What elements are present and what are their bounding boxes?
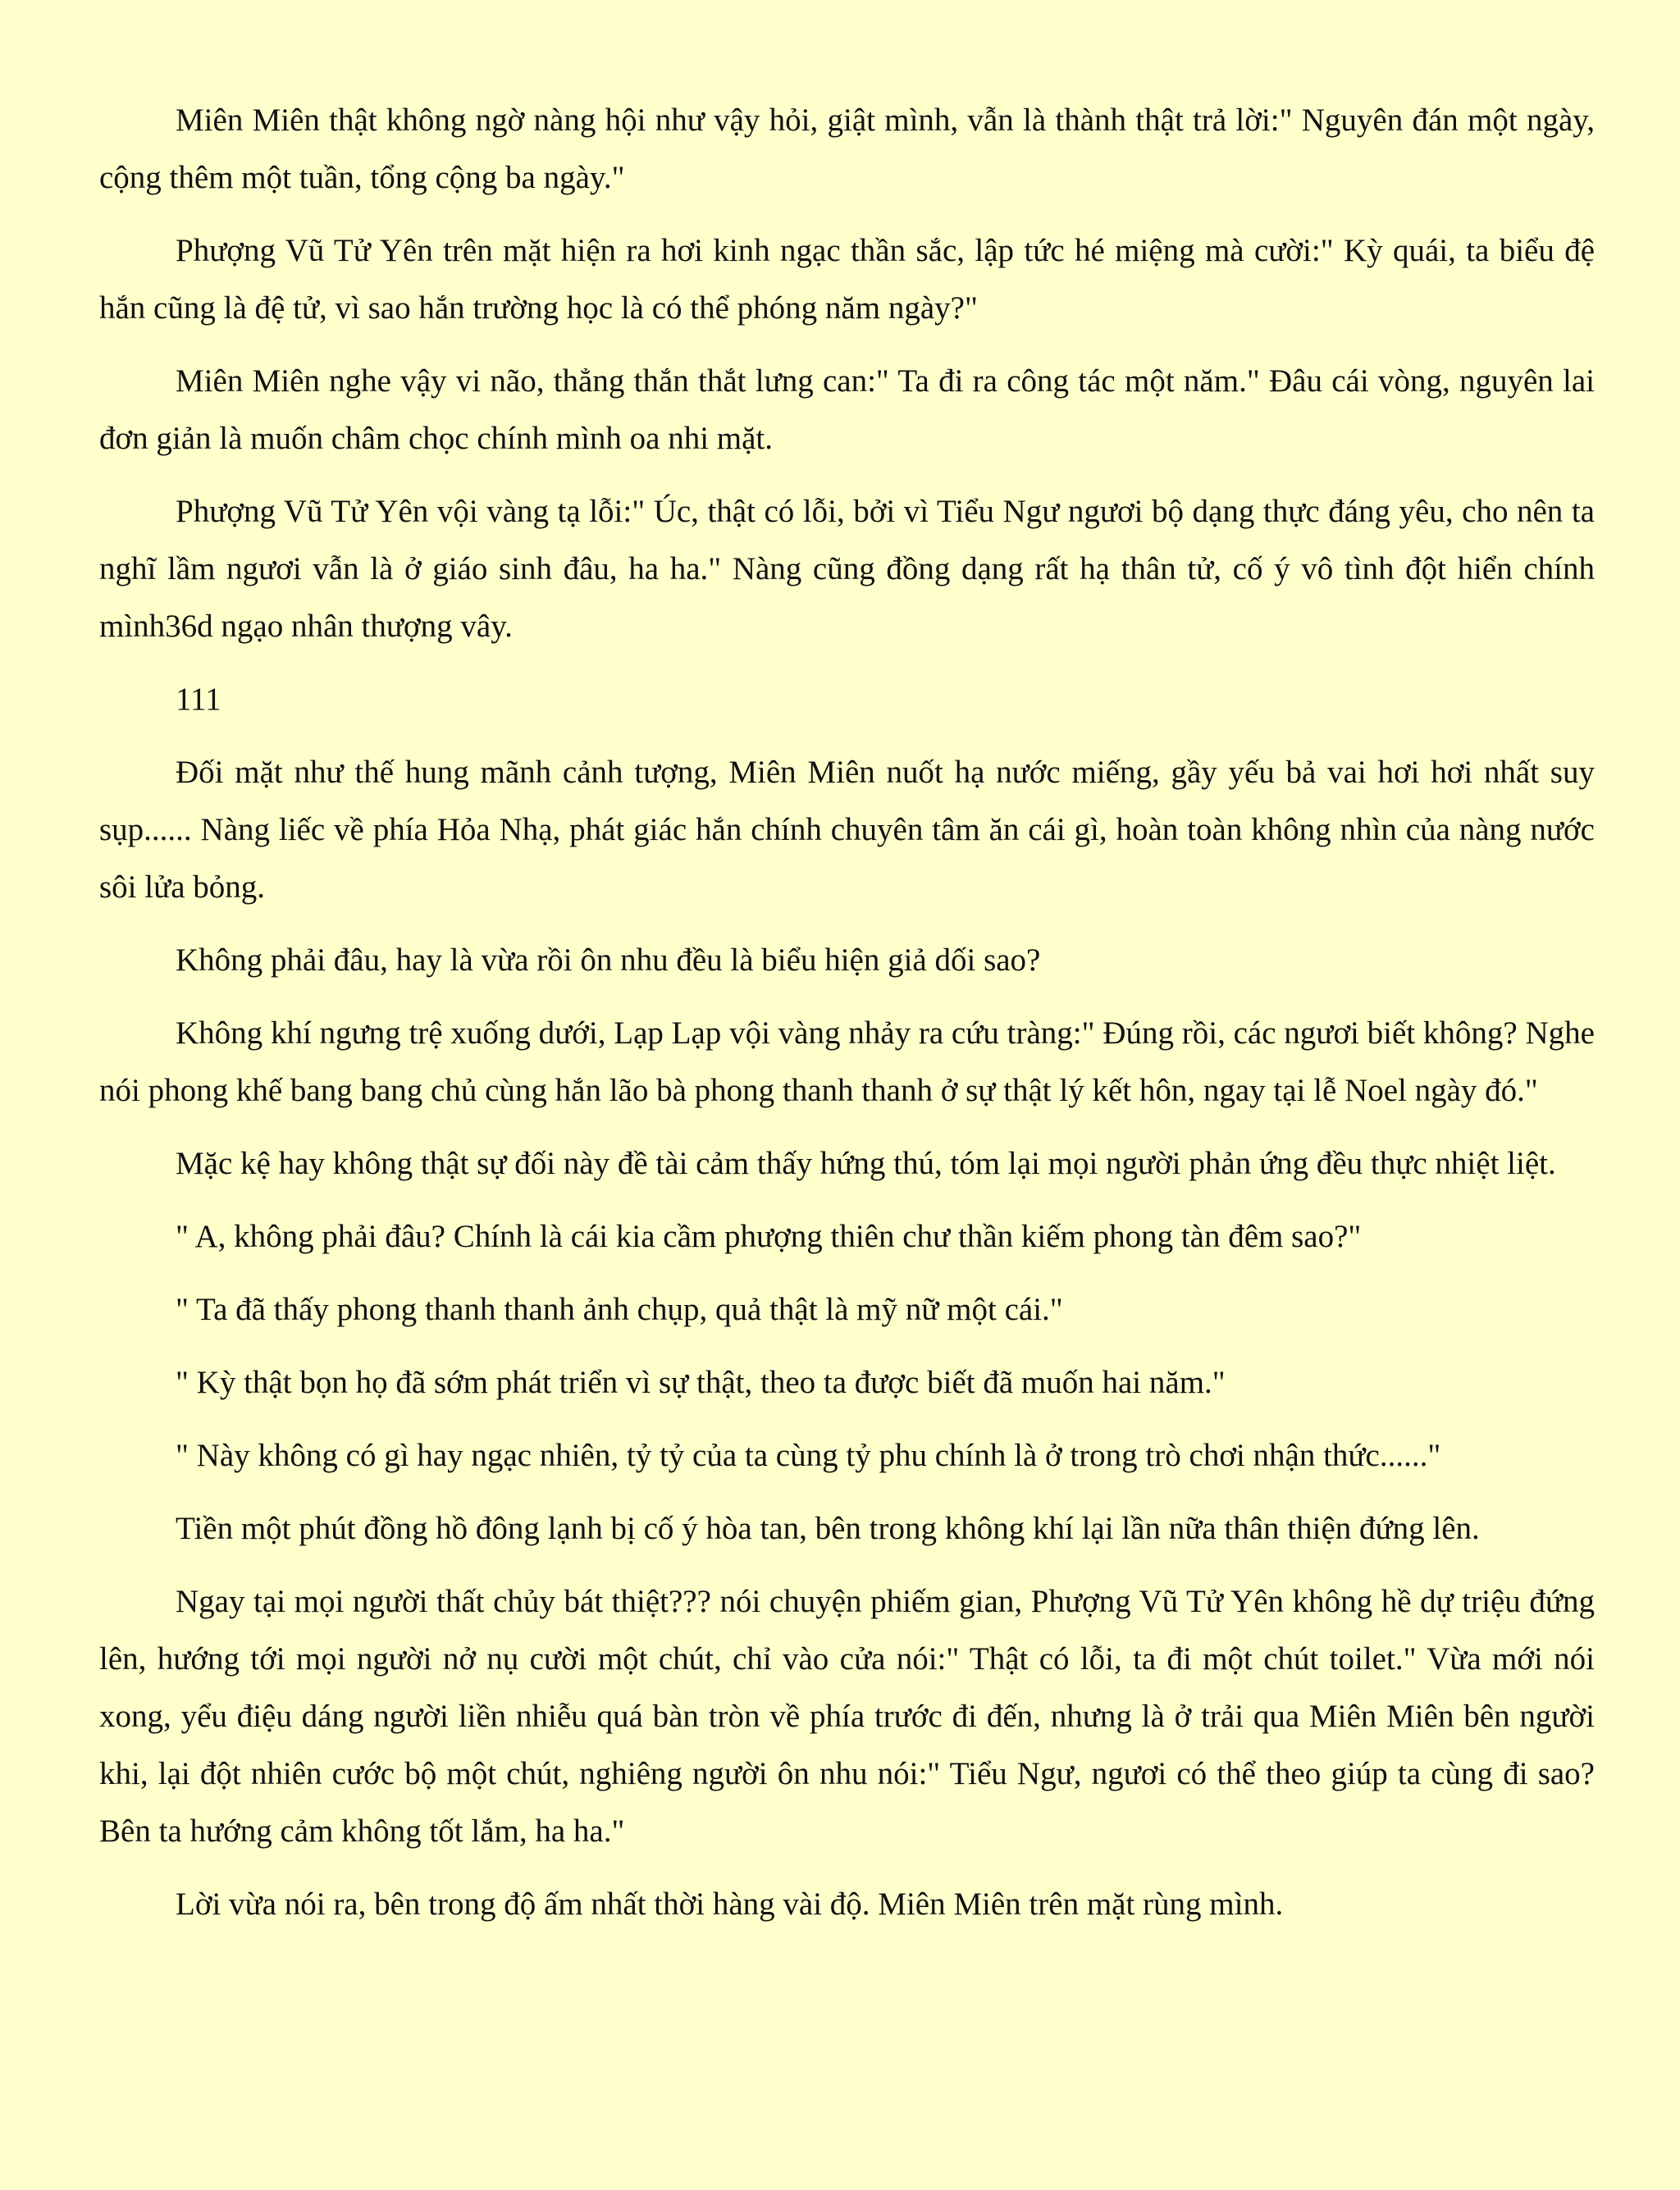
section-number: 111 xyxy=(176,682,221,717)
paragraph: Phượng Vũ Tử Yên trên mặt hiện ra hơi kinh ngạc thần sắc, lập tức hé miệng mà cười:" Kỳ quái, ta biểu đệ hắn cũng là đệ tử, vì sao hắn trường học là có thể phóng năm ngày?" xyxy=(99,233,1595,326)
paragraph: Miên Miên nghe vậy vi não, thẳng thắn thắt lưng can:" Ta đi ra công tác một năm." Đâu cái vòng, nguyên lai đơn giản là muốn châm chọc chính mình oa nhi mặt. xyxy=(99,363,1595,456)
paragraph: Miên Miên thật không ngờ nàng hội như vậy hỏi, giật mình, vẫn là thành thật trả lời:" Nguyên đán một ngày, cộng thêm một tuần, tổng cộng ba ngày." xyxy=(99,103,1595,195)
dialogue-line: " Ta đã thấy phong thanh thanh ảnh chụp, quả thật là mỹ nữ một cái." xyxy=(176,1292,1063,1327)
paragraph: Lời vừa nói ra, bên trong độ ấm nhất thời hàng vài độ. Miên Miên trên mặt rùng mình. xyxy=(176,1887,1284,1922)
dialogue-line: " A, không phải đâu? Chính là cái kia cầm phượng thiên chư thần kiếm phong tàn đêm sao?" xyxy=(176,1219,1362,1254)
paragraph: Đối mặt như thế hung mãnh cảnh tượng, Miên Miên nuốt hạ nước miếng, gầy yếu bả vai hơi hơi nhất suy sụp...... Nàng liếc về phía Hỏa Nhạ, phát giác hắn chính chuyên tâm ăn cái gì, hoàn toàn không nhìn của nàng nước sôi lửa bỏng. xyxy=(99,755,1595,905)
paragraph: Phượng Vũ Tử Yên vội vàng tạ lỗi:" Úc, thật có lỗi, bởi vì Tiểu Ngư ngươi bộ dạng thực đáng yêu, cho nên ta nghĩ lầm ngươi vẫn là ở giáo sinh đâu, ha ha." Nàng cũng đồng dạng rất hạ thân tử, cố ý vô tình đột hiển chính mình36d ngạo nhân thượng vây. xyxy=(99,494,1595,644)
paragraph: Mặc kệ hay không thật sự đối này đề tài cảm thấy hứng thú, tóm lại mọi người phản ứng đều thực nhiệt liệt. xyxy=(176,1146,1556,1181)
dialogue-line: " Này không có gì hay ngạc nhiên, tỷ tỷ của ta cùng tỷ phu chính là ở trong trò chơi nhận thức......" xyxy=(176,1438,1441,1473)
paragraph: Không phải đâu, hay là vừa rồi ôn nhu đều là biểu hiện giả dối sao? xyxy=(176,942,1041,978)
paragraph: Ngay tại mọi người thất chủy bát thiệt??? nói chuyện phiếm gian, Phượng Vũ Tử Yên không hề dự triệu đứng lên, hướng tới mọi người nở nụ cười một chút, chỉ vào cửa nói:" Thật có lỗi, ta đi một chút toilet." Vừa mới nói xong, yểu điệu dáng người liền nhiễu quá bàn tròn về phía trước đi đến, nhưng là ở trải qua Miên Miên bên người khi, lại đột nhiên cước bộ một chút, nghiêng người ôn nhu nói:" Tiểu Ngư, ngươi có thể theo giúp ta cùng đi sao? Bên ta hướng cảm không tốt lắm, ha ha." xyxy=(99,1584,1595,1849)
paragraph: Tiền một phút đồng hồ đông lạnh bị cố ý hòa tan, bên trong không khí lại lần nữa thân thiện đứng lên. xyxy=(176,1511,1480,1546)
dialogue-line: " Kỳ thật bọn họ đã sớm phát triển vì sự thật, theo ta được biết đã muốn hai năm." xyxy=(176,1365,1226,1400)
paragraph: Không khí ngưng trệ xuống dưới, Lạp Lạp vội vàng nhảy ra cứu tràng:" Đúng rồi, các ngươi biết không? Nghe nói phong khế bang bang chủ cùng hắn lão bà phong thanh thanh ở sự thật lý kết hôn, ngay tại lễ Noel ngày đó." xyxy=(99,1015,1595,1108)
